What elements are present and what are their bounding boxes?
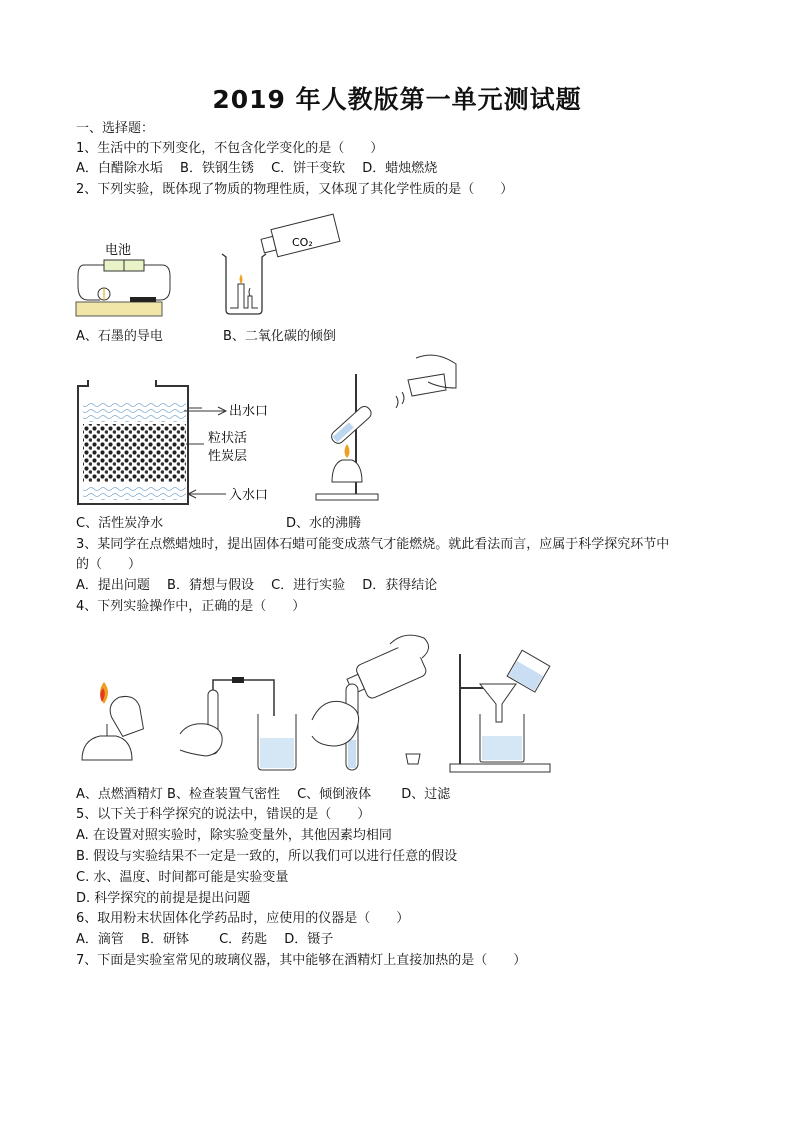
carbon-layer-label-1: 粒状活 [208, 431, 248, 446]
battery-label: 电池 [105, 243, 132, 258]
q2-option-c: C、活性炭净水 [76, 516, 164, 531]
carbon-filter-figure [76, 378, 286, 512]
stopper-icon [406, 754, 420, 764]
hand-icon [180, 724, 222, 756]
carbon-layer-label-2: 性炭层 [208, 449, 248, 464]
inlet-label: 入水口 [229, 488, 269, 503]
pouring-liquid-figure [308, 628, 438, 778]
airtightness-check-figure [176, 676, 302, 780]
q1-stem: 1、生活中的下列变化，不包含化学变化的是（ ） [76, 141, 384, 156]
q6-stem: 6、取用粉末状固体化学药品时，应使用的仪器是（ ） [76, 911, 410, 926]
q3-stem-line2: 的（ ） [76, 557, 142, 572]
q5-option-d: D. 科学探究的前提是提出问题 [76, 891, 251, 906]
lighting-lamp-figure [76, 676, 162, 774]
q2-stem: 2、下列实验，既体现了物质的物理性质，又体现了其化学性质的是（ ） [76, 182, 514, 197]
section-heading: 一、选择题： [76, 121, 155, 136]
page-title: 2019 年人教版第一单元测试题 [212, 85, 582, 114]
q5-option-b: B. 假设与实验结果不一定是一致的，所以我们可以进行任意的假设 [76, 849, 458, 864]
alcohol-lamp-icon [332, 460, 362, 482]
q2-option-d: D、水的沸腾 [286, 516, 362, 531]
q1-options: A．白醋除水垢 B．铁钢生锈 C．饼干变软 D．蜡烛燃烧 [76, 161, 438, 176]
co2-pouring-figure [218, 212, 343, 320]
q3-options: A．提出问题 B．猜想与假设 C．进行实验 D．获得结论 [76, 578, 438, 593]
q2-option-a: A、石墨的导电 [76, 329, 163, 344]
q4-options: A、点燃酒精灯 B、检查装置气密性 C、倾倒液体 D、过滤 [76, 787, 451, 802]
q3-stem-line1: 3、某同学在点燃蜡烛时，提出固体石蜡可能变成蒸气才能燃烧。就此看法而言，应属于科学探究环节中 [76, 537, 670, 552]
q5-stem: 5、以下关于科学探究的说法中，错误的是（ ） [76, 807, 371, 822]
q5-option-c: C. 水、温度、时间都可能是实验变量 [76, 870, 289, 885]
co2-label: CO₂ [292, 236, 313, 249]
carbon-layer [83, 424, 186, 482]
q5-option-a: A. 在设置对照实验时，除实验变量外，其他因素均相同 [76, 828, 392, 843]
q6-options: A．滴管 B．研钵 C．药匙 D．镊子 [76, 932, 334, 947]
graphite-rod [130, 297, 156, 302]
q7-stem: 7、下面是实验室常见的玻璃仪器，其中能够在酒精灯上直接加热的是（ ） [76, 953, 527, 968]
funnel-icon [480, 684, 516, 722]
graphite-circuit-figure [74, 232, 174, 318]
water-boiling-figure [306, 352, 466, 504]
filtration-figure [446, 648, 558, 776]
q2-option-b: B、二氧化碳的倾倒 [223, 329, 336, 344]
q4-stem: 4、下列实验操作中，正确的是（ ） [76, 599, 306, 614]
outlet-label: 出水口 [229, 404, 269, 419]
alcohol-lamp-icon [82, 736, 132, 760]
